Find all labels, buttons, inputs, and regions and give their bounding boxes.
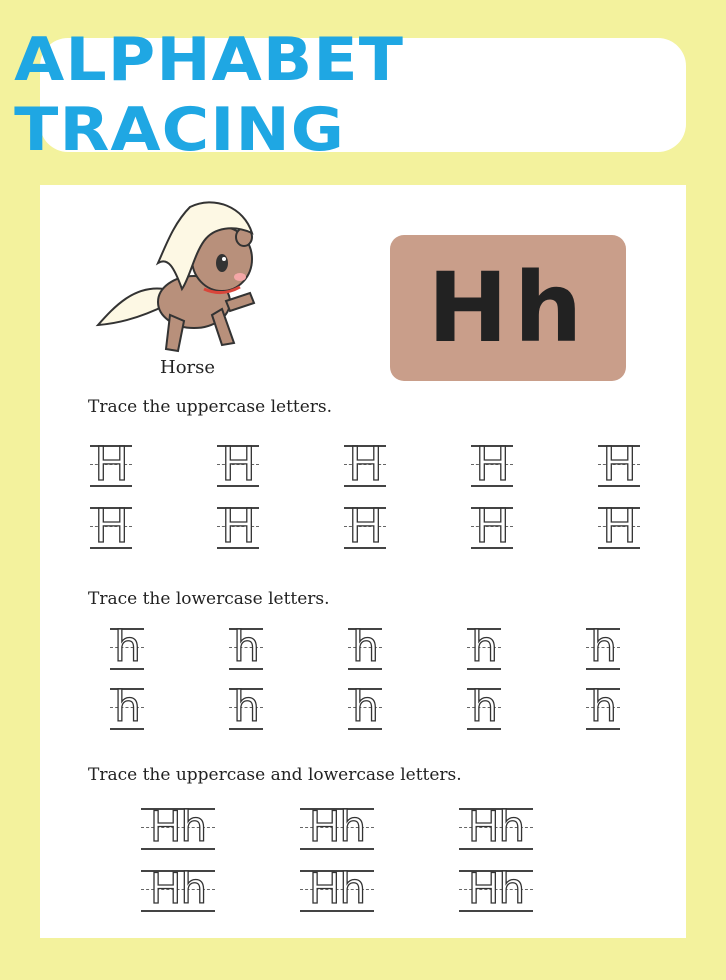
trace-letter: h	[471, 622, 497, 671]
trace-letter: h	[352, 622, 378, 671]
trace-letter: Hh	[467, 802, 525, 851]
trace-letter: h	[590, 622, 616, 671]
trace-cell	[229, 682, 263, 731]
trace-letter: H	[348, 499, 382, 553]
title-banner	[14, 25, 686, 165]
trace-letter: H	[348, 437, 382, 491]
trace-cell	[141, 864, 215, 913]
trace-cell	[467, 682, 501, 731]
trace-cell	[586, 682, 620, 731]
trace-cell	[348, 682, 382, 731]
trace-letter: h	[114, 682, 140, 731]
trace-letter: Hh	[149, 802, 207, 851]
trace-cell	[110, 622, 144, 671]
trace-letter: H	[475, 499, 509, 553]
trace-cell	[344, 437, 386, 491]
trace-letter: H	[602, 499, 636, 553]
letter-card	[390, 235, 626, 381]
worksheet-panel	[40, 185, 686, 938]
trace-cell	[598, 437, 640, 491]
trace-letter: h	[233, 682, 259, 731]
trace-cell	[110, 682, 144, 731]
trace-letter: h	[233, 622, 259, 671]
horse-illustration	[94, 197, 294, 357]
trace-cell	[459, 802, 533, 851]
trace-cell	[300, 802, 374, 851]
trace-letter: Hh	[467, 864, 525, 913]
trace-cell	[348, 622, 382, 671]
trace-letter: h	[590, 682, 616, 731]
trace-letter: H	[221, 499, 255, 553]
trace-letter: H	[475, 437, 509, 491]
trace-cell	[598, 499, 640, 553]
trace-letter: Hh	[308, 864, 366, 913]
trace-cell	[459, 864, 533, 913]
trace-cell	[300, 864, 374, 913]
trace-letter: h	[114, 622, 140, 671]
trace-letter: h	[471, 682, 497, 731]
trace-cell	[344, 499, 386, 553]
trace-cell	[471, 499, 513, 553]
featured-letter: Hh	[427, 252, 589, 364]
trace-cell	[141, 802, 215, 851]
instruction-uppercase: Trace the uppercase letters.	[88, 397, 333, 417]
trace-cell	[217, 499, 259, 553]
trace-letter: Hh	[308, 802, 366, 851]
trace-letter: H	[94, 437, 128, 491]
animal-caption: Horse	[160, 357, 216, 378]
trace-cell	[217, 437, 259, 491]
instruction-lowercase: Trace the lowercase letters.	[88, 589, 330, 609]
trace-letter: H	[221, 437, 255, 491]
trace-letter: H	[94, 499, 128, 553]
trace-cell	[90, 437, 132, 491]
instruction-mixed: Trace the uppercase and lowercase letters.	[88, 765, 462, 785]
trace-cell	[90, 499, 132, 553]
trace-cell	[471, 437, 513, 491]
trace-cell	[467, 622, 501, 671]
trace-letter: Hh	[149, 864, 207, 913]
trace-letter: H	[602, 437, 636, 491]
trace-cell	[229, 622, 263, 671]
page-title: ALPHABET TRACING	[14, 25, 404, 165]
trace-cell	[586, 622, 620, 671]
trace-letter: h	[352, 682, 378, 731]
